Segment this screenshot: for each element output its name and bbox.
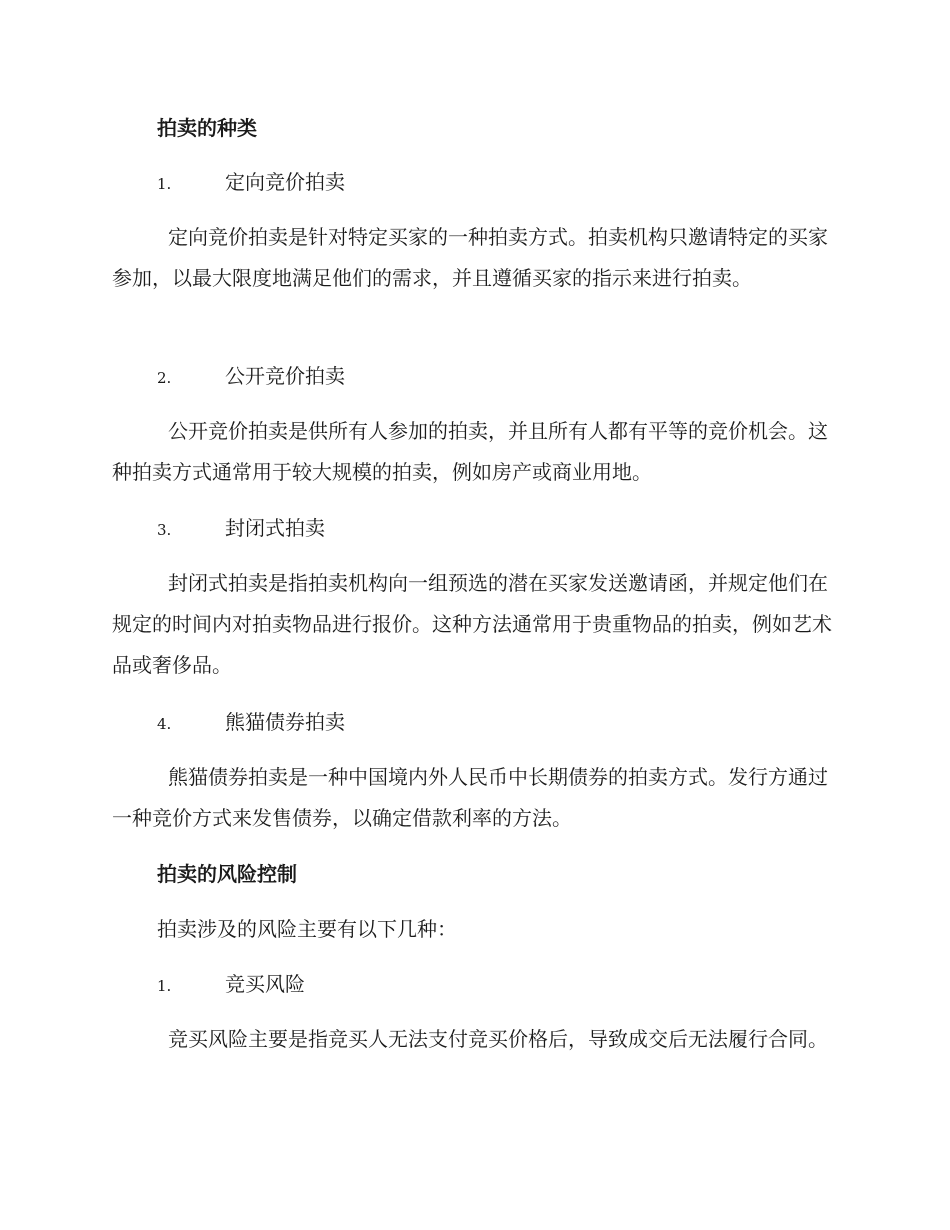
paragraph-text: 公开竞价拍卖是供所有人参加的拍卖，并且所有人都有平等的竞价机会。这种拍卖方式通常用于较大规模的拍卖，例如房产或商业用地。 [112,419,828,484]
list-item-title: 熊猫债券拍卖 [225,710,345,734]
paragraph-text: 定向竞价拍卖是针对特定买家的一种拍卖方式。拍卖机构只邀请特定的买家参加，以最大限度地满足他们的需求，并且遵循买家的指示来进行拍卖。 [112,225,828,290]
section-heading-risk-control: 拍卖的风险控制 [157,862,297,886]
list-item-title: 公开竞价拍卖 [225,364,345,388]
paragraph-risk-intro: 拍卖涉及的风险主要有以下几种： [157,917,457,941]
list-item-sealed-auction [157,514,325,544]
paragraph-text: 竞买风险主要是指竞买人无法支付竞买价格后，导致成交后无法履行合同。 [168,1027,828,1051]
paragraph-bidding-risk [112,1019,832,1060]
paragraph-panda-bond-auction [112,757,832,839]
paragraph-text: 熊猫债券拍卖是一种中国境内外人民币中长期债券的拍卖方式。发行方通过一种竞价方式来发售债券，以确定借款利率的方法。 [112,765,828,830]
list-item-title: 竞买风险 [225,972,305,996]
list-item-public-bidding [157,362,345,392]
list-item-panda-bond-auction [157,708,345,738]
paragraph-text: 封闭式拍卖是指拍卖机构向一组预选的潜在买家发送邀请函，并规定他们在规定的时间内对拍卖物品进行报价。这种方法通常用于贵重物品的拍卖，例如艺术品或奢侈品。 [112,571,832,677]
section-heading-auction-types: 拍卖的种类 [157,116,257,140]
list-item-directed-bidding [157,168,345,198]
list-number: 4. [157,715,172,733]
paragraph-directed-bidding [112,217,832,299]
paragraph-public-bidding [112,411,832,493]
paragraph-sealed-auction [112,563,832,686]
list-item-title: 封闭式拍卖 [225,516,325,540]
list-number: 1. [157,175,172,193]
list-number: 1. [157,977,172,995]
list-number: 2. [157,369,172,387]
list-item-title: 定向竞价拍卖 [225,170,345,194]
list-item-bidding-risk [157,970,305,1000]
list-number: 3. [157,521,172,539]
